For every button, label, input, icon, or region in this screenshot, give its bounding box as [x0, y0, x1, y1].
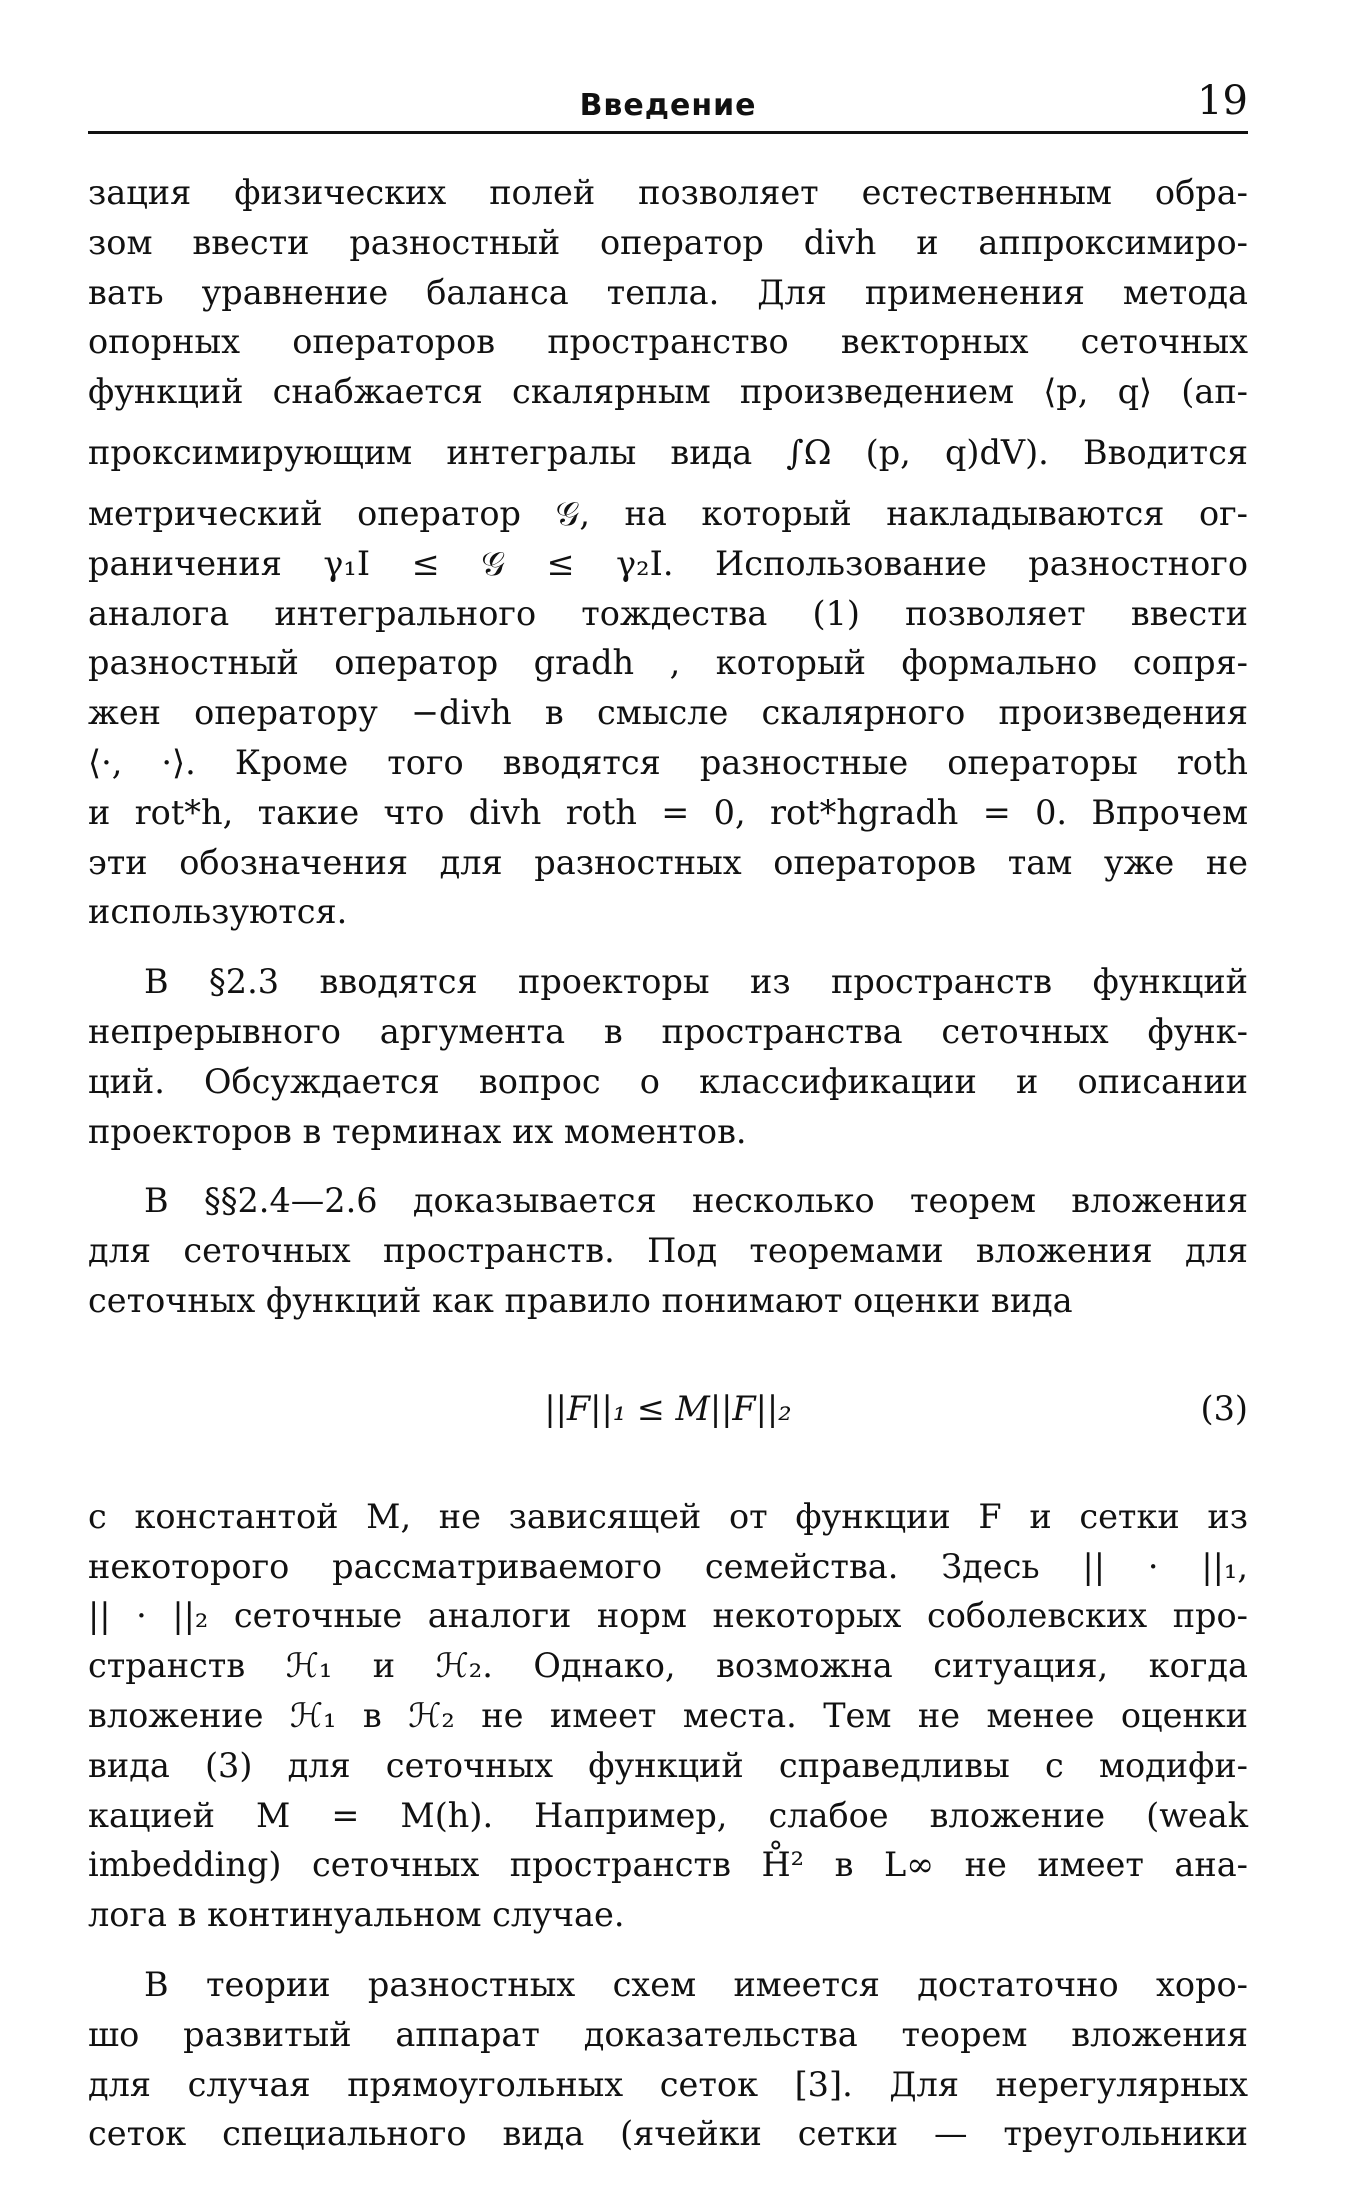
header-rule [88, 131, 1248, 134]
text-line: вложение ℋ₁ в ℋ₂ не имеет места. Тем не менее оценки [88, 1695, 1248, 1735]
equation-body: ||F||₁ ≤ M||F||₂ [544, 1388, 792, 1428]
text-line: шо развитый аппарат доказательства теорем вложения [88, 2014, 1248, 2054]
text-line: используются. [88, 892, 348, 932]
text-line: с константой M, не зависящей от функции F и сетки из [88, 1496, 1248, 1536]
text-line: для сеточных пространств. Под теоремами вложения для [88, 1231, 1248, 1271]
text-line: ⟨·, ·⟩. Кроме того вводятся разностные операторы roth [88, 742, 1248, 782]
text-line: странств ℋ₁ и ℋ₂. Однако, возможна ситуация, когда [88, 1646, 1248, 1686]
text-line: сеток специального вида (ячейки сетки — треугольники [88, 2114, 1248, 2154]
body-text [88, 168, 1248, 2159]
equation-number: (3) [1200, 1388, 1248, 1428]
display-equation [88, 1384, 1248, 1434]
text-line: для случая прямоугольных сеток [3]. Для нерегулярных [88, 2064, 1248, 2104]
text-line: метрический оператор 𝒢, на который накладываются ог- [88, 493, 1248, 533]
text-line: сеточных функций как правило понимают оценки вида [88, 1280, 1073, 1320]
text-line: эти обозначения для разностных операторов там уже не [88, 842, 1248, 882]
running-head [88, 78, 1248, 138]
text-line: В §2.3 вводятся проекторы из пространств функций [144, 962, 1248, 1002]
text-line: зом ввести разностный оператор divh и аппроксимиро- [88, 222, 1248, 262]
paragraph-2 [88, 957, 1248, 1156]
text-line: В §§2.4—2.6 доказывается несколько теорем вложения [144, 1181, 1248, 1221]
text-line: разностный оператор gradh , который формально сопря- [88, 643, 1248, 683]
text-line: зация физических полей позволяет естественным обра- [88, 173, 1248, 212]
text-line: кацией M = M(h). Например, слабое вложение (weak [88, 1795, 1248, 1835]
text-line-integral: проксимирующим интегралы вида ∫Ω (p, q)dV). Вводится [88, 432, 1248, 472]
text-line: раничения γ₁I ≤ 𝒢 ≤ γ₂I. Использование разностного [88, 543, 1248, 583]
paragraph-1 [88, 168, 1248, 937]
text-line: вида (3) для сеточных функций справедливы с модифи- [88, 1745, 1248, 1785]
text-line: || · ||₂ сеточные аналоги норм некоторых соболевских про- [88, 1596, 1248, 1636]
paragraph-4 [88, 1492, 1248, 1940]
text-line: В теории разностных схем имеется достаточно хоро- [144, 1964, 1248, 2004]
text-line: жен оператору −divh в смысле скалярного произведения [88, 693, 1248, 733]
text-line: опорных операторов пространство векторных сеточных [88, 322, 1248, 362]
page-number: 19 [1197, 78, 1248, 124]
text-line: imbedding) сеточных пространств H̊² в L∞ не имеет ана- [88, 1845, 1248, 1885]
paragraph-5 [88, 1960, 1248, 2159]
text-line: и rot*h, такие что divh roth = 0, rot*hgradh = 0. Впрочем [88, 792, 1248, 832]
chapter-title: Введение [579, 88, 757, 123]
text-line: вать уравнение баланса тепла. Для применения метода [88, 272, 1248, 312]
text-line: аналога интегрального тождества (1) позволяет ввести [88, 593, 1248, 633]
text-line: функций снабжается скалярным произведением ⟨p, q⟩ (ап- [88, 372, 1248, 412]
text-line: некоторого рассматриваемого семейства. Здесь || · ||₁, [88, 1546, 1248, 1586]
text-line: ций. Обсуждается вопрос о классификации и описании [88, 1061, 1248, 1101]
text-line: непрерывного аргумента в пространства сеточных функ- [88, 1011, 1248, 1051]
text-line: проекторов в терминах их моментов. [88, 1111, 747, 1151]
text-line: лога в континуальном случае. [88, 1895, 625, 1935]
paragraph-3 [88, 1176, 1248, 1325]
